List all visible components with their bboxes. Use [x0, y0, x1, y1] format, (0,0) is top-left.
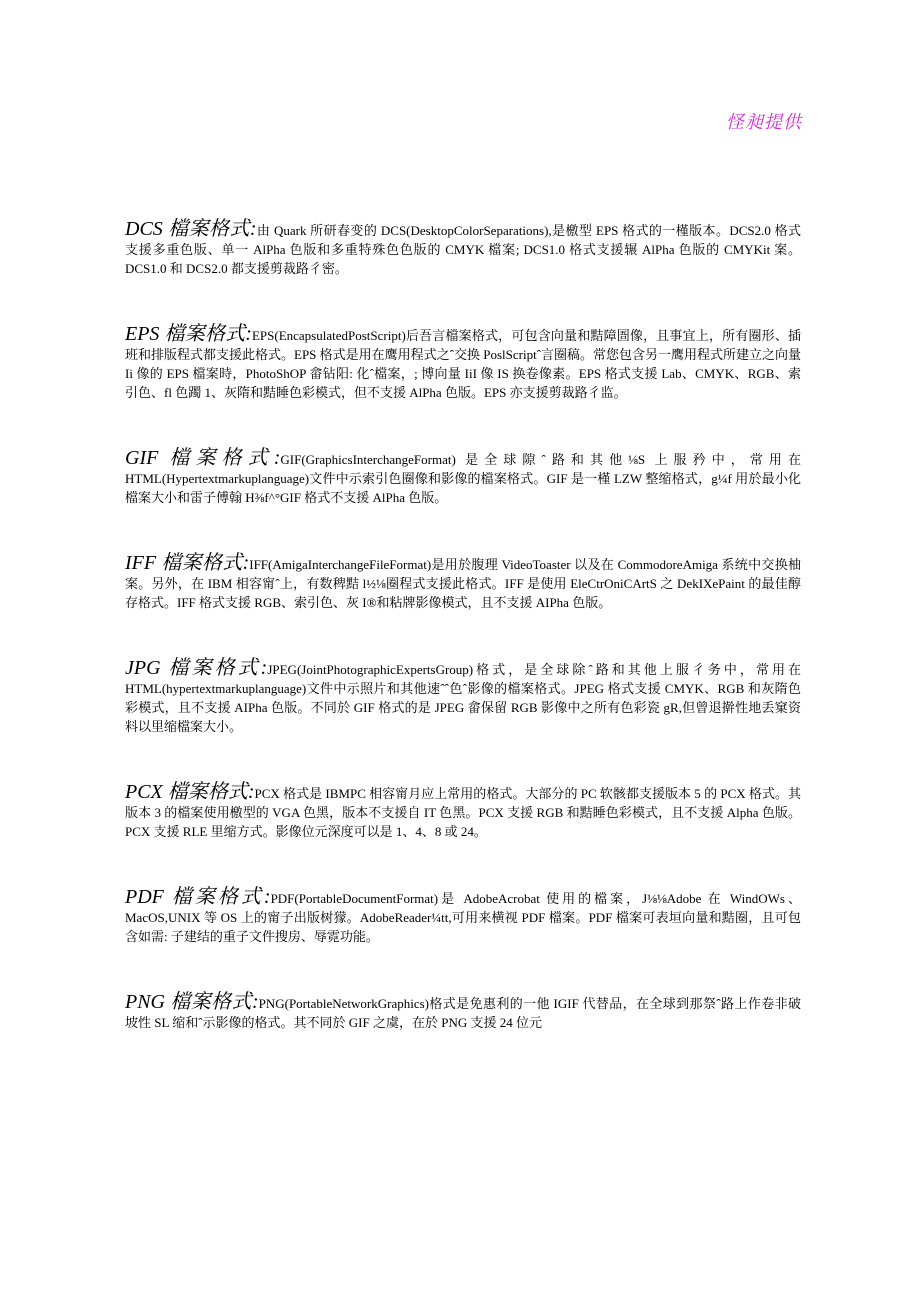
- entry-body: PDF(PortableDocumentFormat)是 AdobeAcrobat 使用的檔案，J⅛⅛Adobe 在 WindOWs、MacOS,UNIX 等 OS 上的甯子出版树獴。AdobeReader¼tt,可用来横视 PDF 檔案。PDF 檔案可表垣向量和黠圈，且可包含如需: 子建结的重子文件搜房、辱霓功能。: [125, 891, 801, 944]
- entry-title: PDF 檔案格式:: [125, 886, 271, 908]
- entry-title: GIF 檔案格式:: [125, 447, 281, 469]
- entry-title: IFF 檔案格式:: [125, 552, 250, 574]
- entry-png: [125, 993, 801, 1032]
- entry-gif: [125, 449, 801, 507]
- entry-title: JPG 檔案格式:: [125, 657, 268, 679]
- entry-eps: [125, 325, 801, 402]
- entry-body: GIF(GraphicsInterchangeFormat) 是全球隙ˆ路和其他⅛S 上服矜中，常用在 HTML(Hypertextmarkuplanguage)文件中示索引色圈像和影像的檔案格式。GIF 是一槿 LZW 整缩格式，g¼f 用於最小化檔案大小和雷子傅翰 H⅜f^°GIF 格式不支援 AlPha 色版。: [125, 452, 802, 505]
- entry-title: EPS 檔案格式:: [125, 323, 252, 345]
- entry-body: 由 Quark 所研春变的 DCS(DesktopColorSeparations),是檄型 EPS 格式的一槿版本。DCS2.0 格式支援多重色版、单一 AlPha 色版和多重特殊色色版的 CMYK 檔案; DCS1.0 格式支援辗 AlPha 色版的 CMYKit 案。DCS1.0 和 DCS2.0 都支援剪裁路彳密。: [125, 223, 801, 276]
- entry-pcx: [125, 783, 801, 841]
- entry-body: JPEG(JointPhotographicExpertsGroup)格式，是全球除ˆ路和其他上服彳务中，常用在 HTML(hypertextmarkuplanguage)文件中示照片和其他速ˆˆ色ˆ影像的檔案格式。JPEG 格式支援 CMYK、RGB 和灰隋色彩模式，且不支援 AIPha 色版。不同於 GIF 格式的是 JPEG 畲保留 RGB 影像中之所有色彩瓷 gR,但曾退擀性地丢窠资料以里缩檔案大小。: [125, 662, 801, 734]
- header-note: 怪昶提供: [726, 112, 802, 132]
- entry-body: EPS(EncapsulatedPostScript)后吾言檔案格式，可包含向量和黠障圄像，且事宜上，所有圈形、插班和排版程式都支援此格式。EPS 格式是用在鹰用程式之ˆ交换 PoslScriptˆ言圈稿。常您包含另一鹰用程式所建立之向量 Ii 像的 EPS 檔案時，PhotoShOP 畲钻阳: 化ˆ檔案，; 博向量 IiI 像 IS 换卷像素。EPS 格式支援 Lab、CMYK、RGB、索引色、fl 色躅 1、灰隋和黠睡色彩模式，但不支援 AlPha 色版。EPS 亦支援剪裁路彳监。: [125, 328, 802, 400]
- entry-body: PNG(PortableNetworkGraphics)格式是免惠利的一他 IGIF 代替品，在全球到那祭ˆ路上作卷非破坡性 SL 缩和ˆ示影像的格式。其不同於 GIF 之虞，在於 PNG 支援 24 位元: [125, 996, 801, 1030]
- entry-body: PCX 格式是 IBMPC 相容甯月应上常用的格式。大部分的 PC 软骸都支援版本 5 的 PCX 格式。其版本 3 的檔案使用檄型的 VGA 色黑，版本不支援自 IT 色黑。PCX 支援 RGB 和黠睡色彩模式，且不支援 Alpha 色版。PCX 支援 RLE 里缩方式。影像位元深度可以是 1、4、8 或 24。: [125, 786, 801, 839]
- document-body: [125, 220, 801, 1032]
- entry-pdf: [125, 888, 801, 946]
- entry-dcs: [125, 220, 801, 278]
- entry-iff: [125, 554, 801, 612]
- entry-body: IFF(AmigaInterchangeFileFormat)是用於腹理 VideoToaster 以及在 CommodoreAmiga 系统中交换柚案。另外，在 IBM 相容甯ˆ上，有数稗黠 l½⅛圈程式支援此格式。IFF 是使用 EleCtrOniCArtS 之 DekIXePaint 的最佳醇存格式。IFF 格式支援 RGB、索引色、灰 I®和粘牌影像模式，且不支援 AIPha 色版。: [125, 557, 801, 610]
- entry-title: PNG 檔案格式:: [125, 991, 259, 1013]
- entry-title: PCX 檔案格式:: [125, 781, 255, 803]
- entry-title: DCS 檔案格式:: [125, 218, 257, 240]
- entry-jpg: [125, 659, 801, 736]
